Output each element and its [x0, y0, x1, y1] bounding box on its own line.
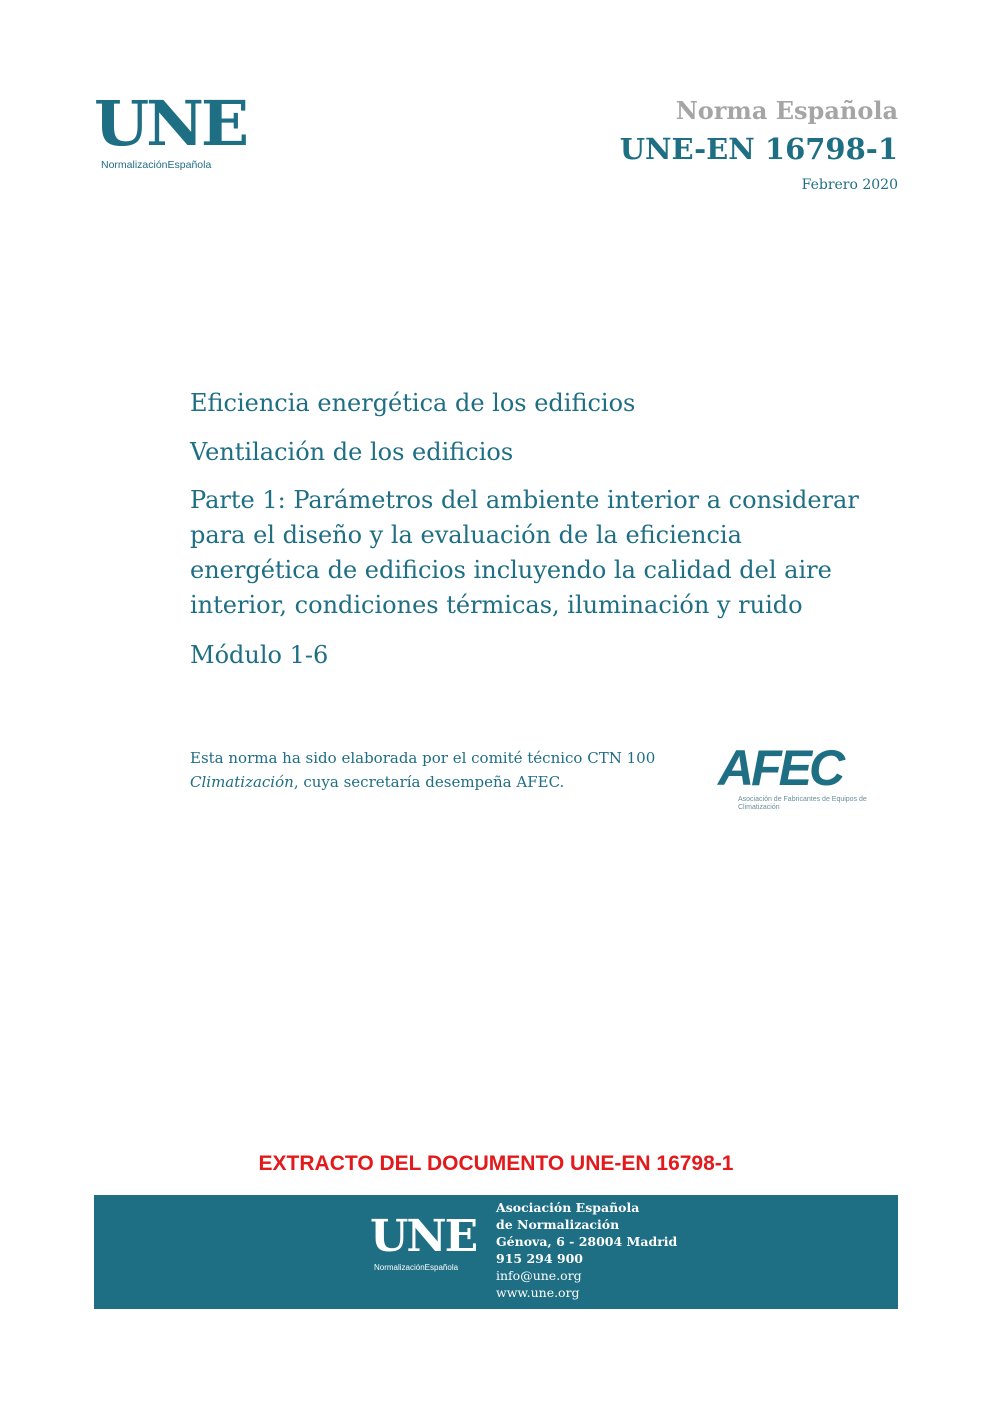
- document-code: UNE-EN 16798-1: [619, 132, 898, 166]
- afec-logo-mark: AFEC: [718, 740, 843, 796]
- footer-address-block: [496, 1199, 677, 1301]
- title-part: [190, 483, 859, 623]
- title-part-line: Parte 1: Parámetros del ambiente interior a considerar: [190, 486, 859, 514]
- footer-une-logo-mark: UNE: [370, 1211, 477, 1262]
- document-kind: Norma Española: [675, 96, 898, 125]
- footer-org-line-1: Asociación Española: [496, 1200, 640, 1215]
- afec-logo-tagline: Asociación de Fabricantes de Equipos de Climatización: [738, 796, 867, 811]
- une-logo-mark: UNE: [94, 87, 246, 160]
- footer-une-logo: [370, 1211, 480, 1285]
- footer-web-link[interactable]: www.une.org: [496, 1285, 580, 1300]
- afec-logo: [718, 740, 868, 814]
- committee-name: Climatización: [190, 773, 294, 791]
- footer-une-logo-tagline: NormalizaciónEspañola: [374, 1263, 459, 1272]
- une-logo-tagline: NormalizaciónEspañola: [101, 159, 212, 171]
- footer-band: [94, 1195, 898, 1309]
- document-date: Febrero 2020: [801, 177, 898, 193]
- footer-org-line-2: de Normalización: [496, 1217, 620, 1232]
- title-line-2: Ventilación de los edificios: [190, 438, 514, 466]
- committee-text-after: , cuya secretaría desempeña AFEC.: [293, 773, 565, 791]
- footer-email-link[interactable]: info@une.org: [496, 1268, 582, 1283]
- title-module: Módulo 1-6: [190, 641, 329, 669]
- footer-phone: 915 294 900: [496, 1251, 583, 1266]
- footer-address: Génova, 6 - 28004 Madrid: [496, 1234, 678, 1249]
- title-part-line: interior, condiciones térmicas, iluminación y ruido: [190, 591, 803, 619]
- title-line-1: Eficiencia energética de los edificios: [190, 389, 636, 417]
- une-logo: [94, 87, 246, 175]
- committee-note: [190, 746, 660, 794]
- title-part-line: energética de edificios incluyendo la calidad del aire: [190, 556, 832, 584]
- extract-heading: EXTRACTO DEL DOCUMENTO UNE-EN 16798-1: [258, 1152, 734, 1175]
- committee-text-before: Esta norma ha sido elaborada por el comité técnico CTN 100: [190, 749, 656, 767]
- title-part-line: para el diseño y la evaluación de la eficiencia: [190, 521, 742, 549]
